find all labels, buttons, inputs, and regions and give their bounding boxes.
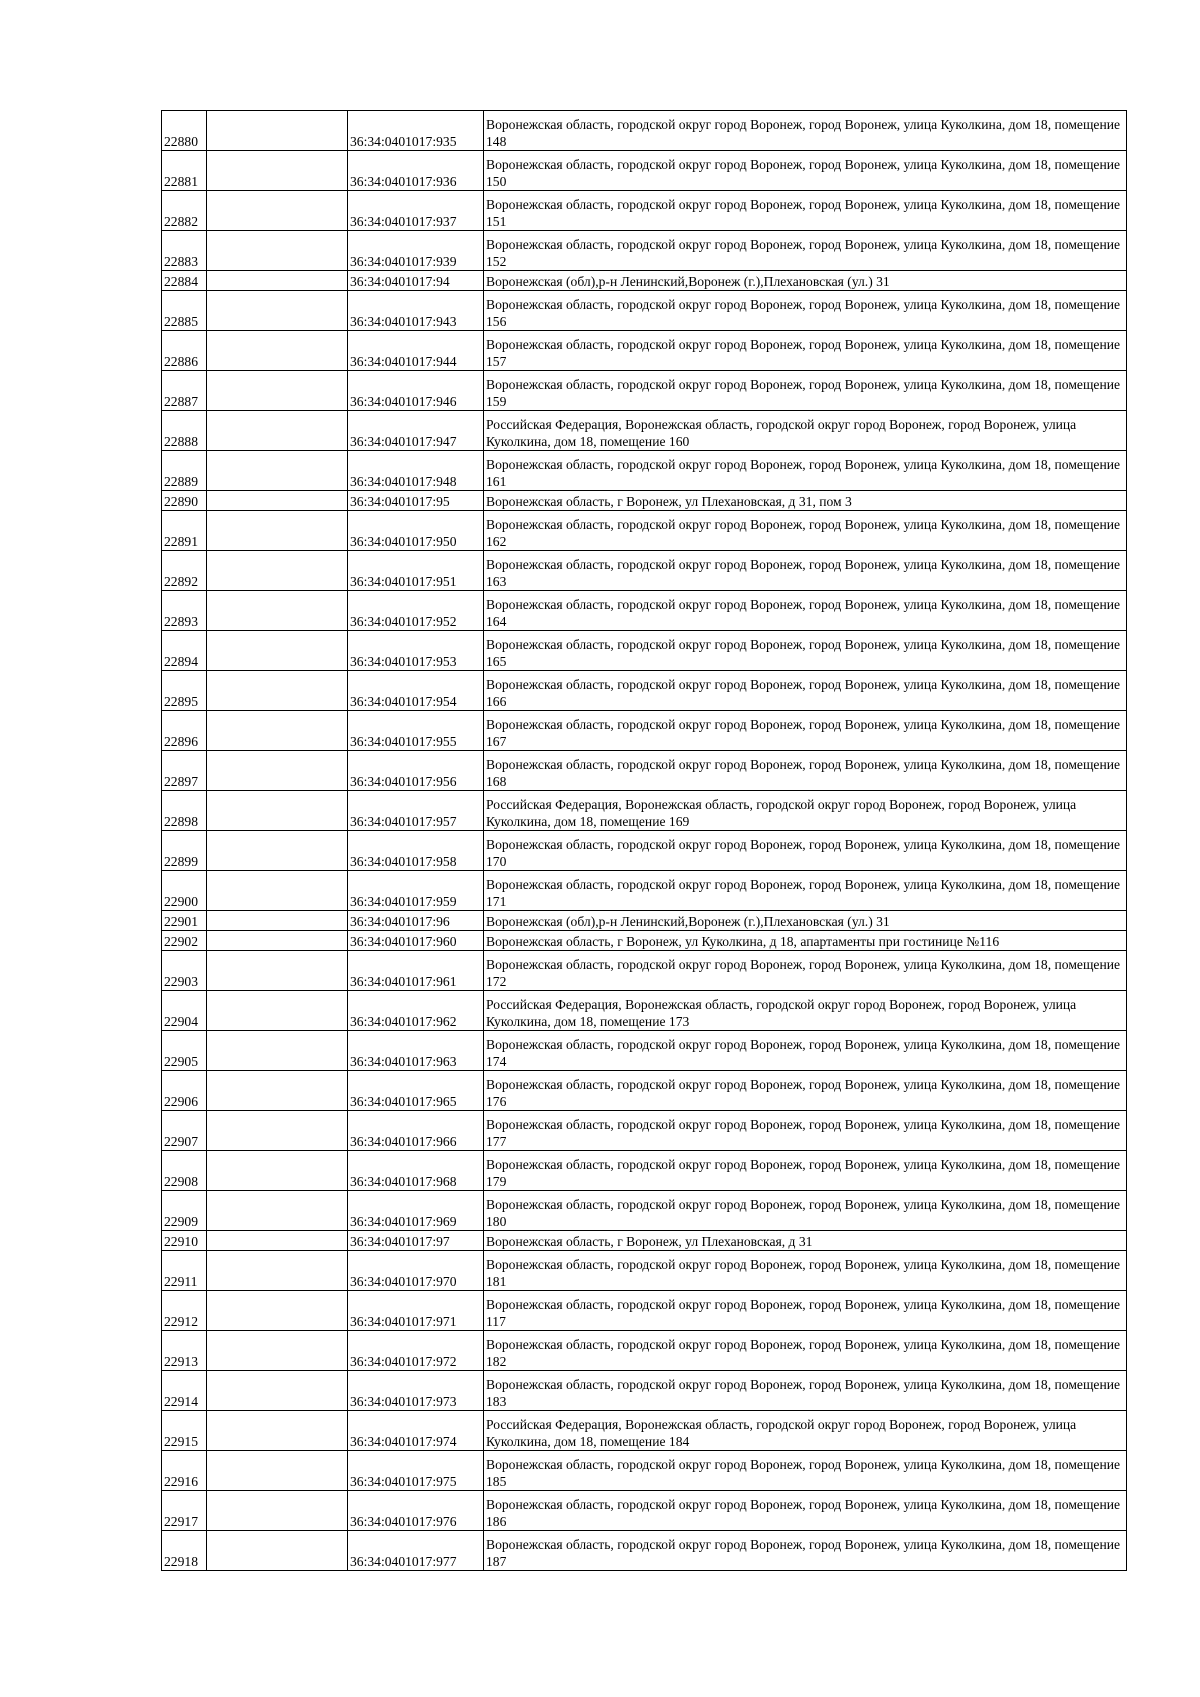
address-cell: Воронежская область, городской округ город Воронеж, город Воронеж, улица Куколкина, дом 18, помещение 157 bbox=[484, 331, 1127, 371]
cadastral-number-cell: 36:34:0401017:977 bbox=[348, 1531, 484, 1571]
address-cell: Воронежская область, городской округ город Воронеж, город Воронеж, улица Куколкина, дом 18, помещение 176 bbox=[484, 1071, 1127, 1111]
empty-cell bbox=[207, 111, 348, 151]
empty-cell bbox=[207, 1191, 348, 1231]
row-number-cell: 22906 bbox=[162, 1071, 207, 1111]
table-row bbox=[162, 1531, 1127, 1571]
table-row bbox=[162, 631, 1127, 671]
empty-cell bbox=[207, 191, 348, 231]
address-cell: Воронежская область, городской округ город Воронеж, город Воронеж, улица Куколкина, дом 18, помещение 177 bbox=[484, 1111, 1127, 1151]
empty-cell bbox=[207, 491, 348, 511]
row-number-cell: 22883 bbox=[162, 231, 207, 271]
table-row bbox=[162, 371, 1127, 411]
address-cell: Воронежская область, городской округ город Воронеж, город Воронеж, улица Куколкина, дом 18, помещение 152 bbox=[484, 231, 1127, 271]
address-cell: Воронежская область, городской округ город Воронеж, город Воронеж, улица Куколкина, дом 18, помещение 162 bbox=[484, 511, 1127, 551]
table-row bbox=[162, 1231, 1127, 1251]
address-cell: Воронежская область, городской округ город Воронеж, город Воронеж, улица Куколкина, дом 18, помещение 164 bbox=[484, 591, 1127, 631]
row-number-cell: 22910 bbox=[162, 1231, 207, 1251]
cadastral-number-cell: 36:34:0401017:955 bbox=[348, 711, 484, 751]
table-row bbox=[162, 291, 1127, 331]
empty-cell bbox=[207, 1031, 348, 1071]
cadastral-number-cell: 36:34:0401017:935 bbox=[348, 111, 484, 151]
cadastral-number-cell: 36:34:0401017:975 bbox=[348, 1451, 484, 1491]
table-row bbox=[162, 1491, 1127, 1531]
empty-cell bbox=[207, 1071, 348, 1111]
address-cell: Воронежская область, городской округ город Воронеж, город Воронеж, улица Куколкина, дом 18, помещение 170 bbox=[484, 831, 1127, 871]
cadastral-number-cell: 36:34:0401017:958 bbox=[348, 831, 484, 871]
cadastral-number-cell: 36:34:0401017:936 bbox=[348, 151, 484, 191]
address-cell: Воронежская область, г Воронеж, ул Куколкина, д 18, апартаменты при гостинице №116 bbox=[484, 931, 1127, 951]
table-row bbox=[162, 271, 1127, 291]
row-number-cell: 22887 bbox=[162, 371, 207, 411]
empty-cell bbox=[207, 1371, 348, 1411]
cadastral-number-cell: 36:34:0401017:960 bbox=[348, 931, 484, 951]
address-cell: Воронежская область, г Воронеж, ул Плехановская, д 31 bbox=[484, 1231, 1127, 1251]
row-number-cell: 22881 bbox=[162, 151, 207, 191]
empty-cell bbox=[207, 331, 348, 371]
empty-cell bbox=[207, 751, 348, 791]
cadastral-number-cell: 36:34:0401017:948 bbox=[348, 451, 484, 491]
table-row bbox=[162, 331, 1127, 371]
row-number-cell: 22891 bbox=[162, 511, 207, 551]
cadastral-number-cell: 36:34:0401017:956 bbox=[348, 751, 484, 791]
address-cell: Воронежская область, городской округ город Воронеж, город Воронеж, улица Куколкина, дом 18, помещение 187 bbox=[484, 1531, 1127, 1571]
table-row bbox=[162, 111, 1127, 151]
cadastral-number-cell: 36:34:0401017:954 bbox=[348, 671, 484, 711]
row-number-cell: 22901 bbox=[162, 911, 207, 931]
table-row bbox=[162, 1251, 1127, 1291]
cadastral-number-cell: 36:34:0401017:937 bbox=[348, 191, 484, 231]
cadastral-number-cell: 36:34:0401017:962 bbox=[348, 991, 484, 1031]
row-number-cell: 22903 bbox=[162, 951, 207, 991]
row-number-cell: 22880 bbox=[162, 111, 207, 151]
row-number-cell: 22909 bbox=[162, 1191, 207, 1231]
address-cell: Воронежская область, городской округ город Воронеж, город Воронеж, улица Куколкина, дом 18, помещение 159 bbox=[484, 371, 1127, 411]
address-cell: Российская Федерация, Воронежская область, городской округ город Воронеж, город Воронеж, улица Куколкина, дом 18, помещение 160 bbox=[484, 411, 1127, 451]
empty-cell bbox=[207, 911, 348, 931]
empty-cell bbox=[207, 991, 348, 1031]
table-row bbox=[162, 151, 1127, 191]
empty-cell bbox=[207, 151, 348, 191]
empty-cell bbox=[207, 1291, 348, 1331]
empty-cell bbox=[207, 291, 348, 331]
cadastral-number-cell: 36:34:0401017:959 bbox=[348, 871, 484, 911]
cadastral-number-cell: 36:34:0401017:965 bbox=[348, 1071, 484, 1111]
table-row bbox=[162, 991, 1127, 1031]
row-number-cell: 22888 bbox=[162, 411, 207, 451]
cadastral-number-cell: 36:34:0401017:94 bbox=[348, 271, 484, 291]
cadastral-number-cell: 36:34:0401017:947 bbox=[348, 411, 484, 451]
address-cell: Воронежская область, городской округ город Воронеж, город Воронеж, улица Куколкина, дом 18, помещение 171 bbox=[484, 871, 1127, 911]
row-number-cell: 22893 bbox=[162, 591, 207, 631]
row-number-cell: 22890 bbox=[162, 491, 207, 511]
table-row bbox=[162, 591, 1127, 631]
cadastral-number-cell: 36:34:0401017:950 bbox=[348, 511, 484, 551]
empty-cell bbox=[207, 1251, 348, 1291]
empty-cell bbox=[207, 411, 348, 451]
table-row bbox=[162, 191, 1127, 231]
table-row bbox=[162, 1071, 1127, 1111]
cadastral-number-cell: 36:34:0401017:974 bbox=[348, 1411, 484, 1451]
empty-cell bbox=[207, 1111, 348, 1151]
row-number-cell: 22907 bbox=[162, 1111, 207, 1151]
empty-cell bbox=[207, 1531, 348, 1571]
table-row bbox=[162, 1331, 1127, 1371]
row-number-cell: 22904 bbox=[162, 991, 207, 1031]
address-cell: Воронежская область, городской округ город Воронеж, город Воронеж, улица Куколкина, дом 18, помещение 167 bbox=[484, 711, 1127, 751]
cadastral-number-cell: 36:34:0401017:957 bbox=[348, 791, 484, 831]
table-row bbox=[162, 751, 1127, 791]
row-number-cell: 22912 bbox=[162, 1291, 207, 1331]
cadastral-number-cell: 36:34:0401017:939 bbox=[348, 231, 484, 271]
address-cell: Воронежская область, городской округ город Воронеж, город Воронеж, улица Куколкина, дом 18, помещение 156 bbox=[484, 291, 1127, 331]
table-row bbox=[162, 1371, 1127, 1411]
address-cell: Воронежская область, городской округ город Воронеж, город Воронеж, улица Куколкина, дом 18, помещение 174 bbox=[484, 1031, 1127, 1071]
row-number-cell: 22894 bbox=[162, 631, 207, 671]
cadastral-number-cell: 36:34:0401017:953 bbox=[348, 631, 484, 671]
row-number-cell: 22905 bbox=[162, 1031, 207, 1071]
row-number-cell: 22900 bbox=[162, 871, 207, 911]
row-number-cell: 22892 bbox=[162, 551, 207, 591]
cadastral-number-cell: 36:34:0401017:963 bbox=[348, 1031, 484, 1071]
empty-cell bbox=[207, 671, 348, 711]
property-registry-table bbox=[161, 110, 1127, 1571]
empty-cell bbox=[207, 231, 348, 271]
address-cell: Воронежская область, городской округ город Воронеж, город Воронеж, улица Куколкина, дом 18, помещение 150 bbox=[484, 151, 1127, 191]
cadastral-number-cell: 36:34:0401017:973 bbox=[348, 1371, 484, 1411]
empty-cell bbox=[207, 711, 348, 751]
cadastral-number-cell: 36:34:0401017:952 bbox=[348, 591, 484, 631]
cadastral-number-cell: 36:34:0401017:976 bbox=[348, 1491, 484, 1531]
registry-table-body bbox=[162, 111, 1127, 1571]
empty-cell bbox=[207, 631, 348, 671]
row-number-cell: 22902 bbox=[162, 931, 207, 951]
table-row bbox=[162, 1451, 1127, 1491]
address-cell: Воронежская область, городской округ город Воронеж, город Воронеж, улица Куколкина, дом 18, помещение 181 bbox=[484, 1251, 1127, 1291]
address-cell: Воронежская (обл),р-н Ленинский,Воронеж (г.),Плехановская (ул.) 31 bbox=[484, 271, 1127, 291]
address-cell: Российская Федерация, Воронежская область, городской округ город Воронеж, город Воронеж, улица Куколкина, дом 18, помещение 184 bbox=[484, 1411, 1127, 1451]
table-row bbox=[162, 1411, 1127, 1451]
empty-cell bbox=[207, 831, 348, 871]
empty-cell bbox=[207, 791, 348, 831]
table-row bbox=[162, 711, 1127, 751]
table-row bbox=[162, 231, 1127, 271]
address-cell: Воронежская область, городской округ город Воронеж, город Воронеж, улица Куколкина, дом 18, помещение 166 bbox=[484, 671, 1127, 711]
table-row bbox=[162, 491, 1127, 511]
address-cell: Воронежская область, г Воронеж, ул Плехановская, д 31, пом 3 bbox=[484, 491, 1127, 511]
row-number-cell: 22889 bbox=[162, 451, 207, 491]
row-number-cell: 22886 bbox=[162, 331, 207, 371]
address-cell: Воронежская область, городской округ город Воронеж, город Воронеж, улица Куколкина, дом 18, помещение 161 bbox=[484, 451, 1127, 491]
row-number-cell: 22884 bbox=[162, 271, 207, 291]
empty-cell bbox=[207, 931, 348, 951]
cadastral-number-cell: 36:34:0401017:969 bbox=[348, 1191, 484, 1231]
row-number-cell: 22914 bbox=[162, 1371, 207, 1411]
table-row bbox=[162, 551, 1127, 591]
address-cell: Воронежская область, городской округ город Воронеж, город Воронеж, улица Куколкина, дом 18, помещение 151 bbox=[484, 191, 1127, 231]
row-number-cell: 22908 bbox=[162, 1151, 207, 1191]
table-row bbox=[162, 671, 1127, 711]
empty-cell bbox=[207, 551, 348, 591]
table-row bbox=[162, 511, 1127, 551]
empty-cell bbox=[207, 1331, 348, 1371]
table-row bbox=[162, 911, 1127, 931]
empty-cell bbox=[207, 451, 348, 491]
cadastral-number-cell: 36:34:0401017:95 bbox=[348, 491, 484, 511]
empty-cell bbox=[207, 1151, 348, 1191]
table-row bbox=[162, 1031, 1127, 1071]
address-cell: Воронежская (обл),р-н Ленинский,Воронеж (г.),Плехановская (ул.) 31 bbox=[484, 911, 1127, 931]
empty-cell bbox=[207, 371, 348, 411]
address-cell: Воронежская область, городской округ город Воронеж, город Воронеж, улица Куколкина, дом 18, помещение 148 bbox=[484, 111, 1127, 151]
empty-cell bbox=[207, 1491, 348, 1531]
row-number-cell: 22896 bbox=[162, 711, 207, 751]
empty-cell bbox=[207, 271, 348, 291]
table-row bbox=[162, 831, 1127, 871]
cadastral-number-cell: 36:34:0401017:944 bbox=[348, 331, 484, 371]
table-row bbox=[162, 871, 1127, 911]
cadastral-number-cell: 36:34:0401017:971 bbox=[348, 1291, 484, 1331]
row-number-cell: 22899 bbox=[162, 831, 207, 871]
address-cell: Российская Федерация, Воронежская область, городской округ город Воронеж, город Воронеж, улица Куколкина, дом 18, помещение 169 bbox=[484, 791, 1127, 831]
empty-cell bbox=[207, 951, 348, 991]
address-cell: Российская Федерация, Воронежская область, городской округ город Воронеж, город Воронеж, улица Куколкина, дом 18, помещение 173 bbox=[484, 991, 1127, 1031]
table-row bbox=[162, 1111, 1127, 1151]
cadastral-number-cell: 36:34:0401017:96 bbox=[348, 911, 484, 931]
row-number-cell: 22911 bbox=[162, 1251, 207, 1291]
cadastral-number-cell: 36:34:0401017:972 bbox=[348, 1331, 484, 1371]
address-cell: Воронежская область, городской округ город Воронеж, город Воронеж, улица Куколкина, дом 18, помещение 179 bbox=[484, 1151, 1127, 1191]
empty-cell bbox=[207, 871, 348, 911]
address-cell: Воронежская область, городской округ город Воронеж, город Воронеж, улица Куколкина, дом 18, помещение 182 bbox=[484, 1331, 1127, 1371]
row-number-cell: 22913 bbox=[162, 1331, 207, 1371]
row-number-cell: 22895 bbox=[162, 671, 207, 711]
empty-cell bbox=[207, 591, 348, 631]
cadastral-number-cell: 36:34:0401017:946 bbox=[348, 371, 484, 411]
address-cell: Воронежская область, городской округ город Воронеж, город Воронеж, улица Куколкина, дом 18, помещение 185 bbox=[484, 1451, 1127, 1491]
row-number-cell: 22885 bbox=[162, 291, 207, 331]
table-row bbox=[162, 1291, 1127, 1331]
cadastral-number-cell: 36:34:0401017:961 bbox=[348, 951, 484, 991]
empty-cell bbox=[207, 1451, 348, 1491]
cadastral-number-cell: 36:34:0401017:970 bbox=[348, 1251, 484, 1291]
table-row bbox=[162, 951, 1127, 991]
table-row bbox=[162, 931, 1127, 951]
cadastral-number-cell: 36:34:0401017:97 bbox=[348, 1231, 484, 1251]
empty-cell bbox=[207, 1411, 348, 1451]
row-number-cell: 22916 bbox=[162, 1451, 207, 1491]
row-number-cell: 22882 bbox=[162, 191, 207, 231]
address-cell: Воронежская область, городской округ город Воронеж, город Воронеж, улица Куколкина, дом 18, помещение 165 bbox=[484, 631, 1127, 671]
address-cell: Воронежская область, городской округ город Воронеж, город Воронеж, улица Куколкина, дом 18, помещение 163 bbox=[484, 551, 1127, 591]
row-number-cell: 22917 bbox=[162, 1491, 207, 1531]
table-row bbox=[162, 411, 1127, 451]
empty-cell bbox=[207, 1231, 348, 1251]
row-number-cell: 22915 bbox=[162, 1411, 207, 1451]
cadastral-number-cell: 36:34:0401017:951 bbox=[348, 551, 484, 591]
address-cell: Воронежская область, городской округ город Воронеж, город Воронеж, улица Куколкина, дом 18, помещение 168 bbox=[484, 751, 1127, 791]
address-cell: Воронежская область, городской округ город Воронеж, город Воронеж, улица Куколкина, дом 18, помещение 180 bbox=[484, 1191, 1127, 1231]
row-number-cell: 22897 bbox=[162, 751, 207, 791]
table-row bbox=[162, 451, 1127, 491]
row-number-cell: 22918 bbox=[162, 1531, 207, 1571]
cadastral-number-cell: 36:34:0401017:966 bbox=[348, 1111, 484, 1151]
table-row bbox=[162, 1191, 1127, 1231]
address-cell: Воронежская область, городской округ город Воронеж, город Воронеж, улица Куколкина, дом 18, помещение 172 bbox=[484, 951, 1127, 991]
cadastral-number-cell: 36:34:0401017:968 bbox=[348, 1151, 484, 1191]
table-row bbox=[162, 1151, 1127, 1191]
table-row bbox=[162, 791, 1127, 831]
row-number-cell: 22898 bbox=[162, 791, 207, 831]
address-cell: Воронежская область, городской округ город Воронеж, город Воронеж, улица Куколкина, дом 18, помещение 117 bbox=[484, 1291, 1127, 1331]
empty-cell bbox=[207, 511, 348, 551]
cadastral-number-cell: 36:34:0401017:943 bbox=[348, 291, 484, 331]
address-cell: Воронежская область, городской округ город Воронеж, город Воронеж, улица Куколкина, дом 18, помещение 186 bbox=[484, 1491, 1127, 1531]
address-cell: Воронежская область, городской округ город Воронеж, город Воронеж, улица Куколкина, дом 18, помещение 183 bbox=[484, 1371, 1127, 1411]
